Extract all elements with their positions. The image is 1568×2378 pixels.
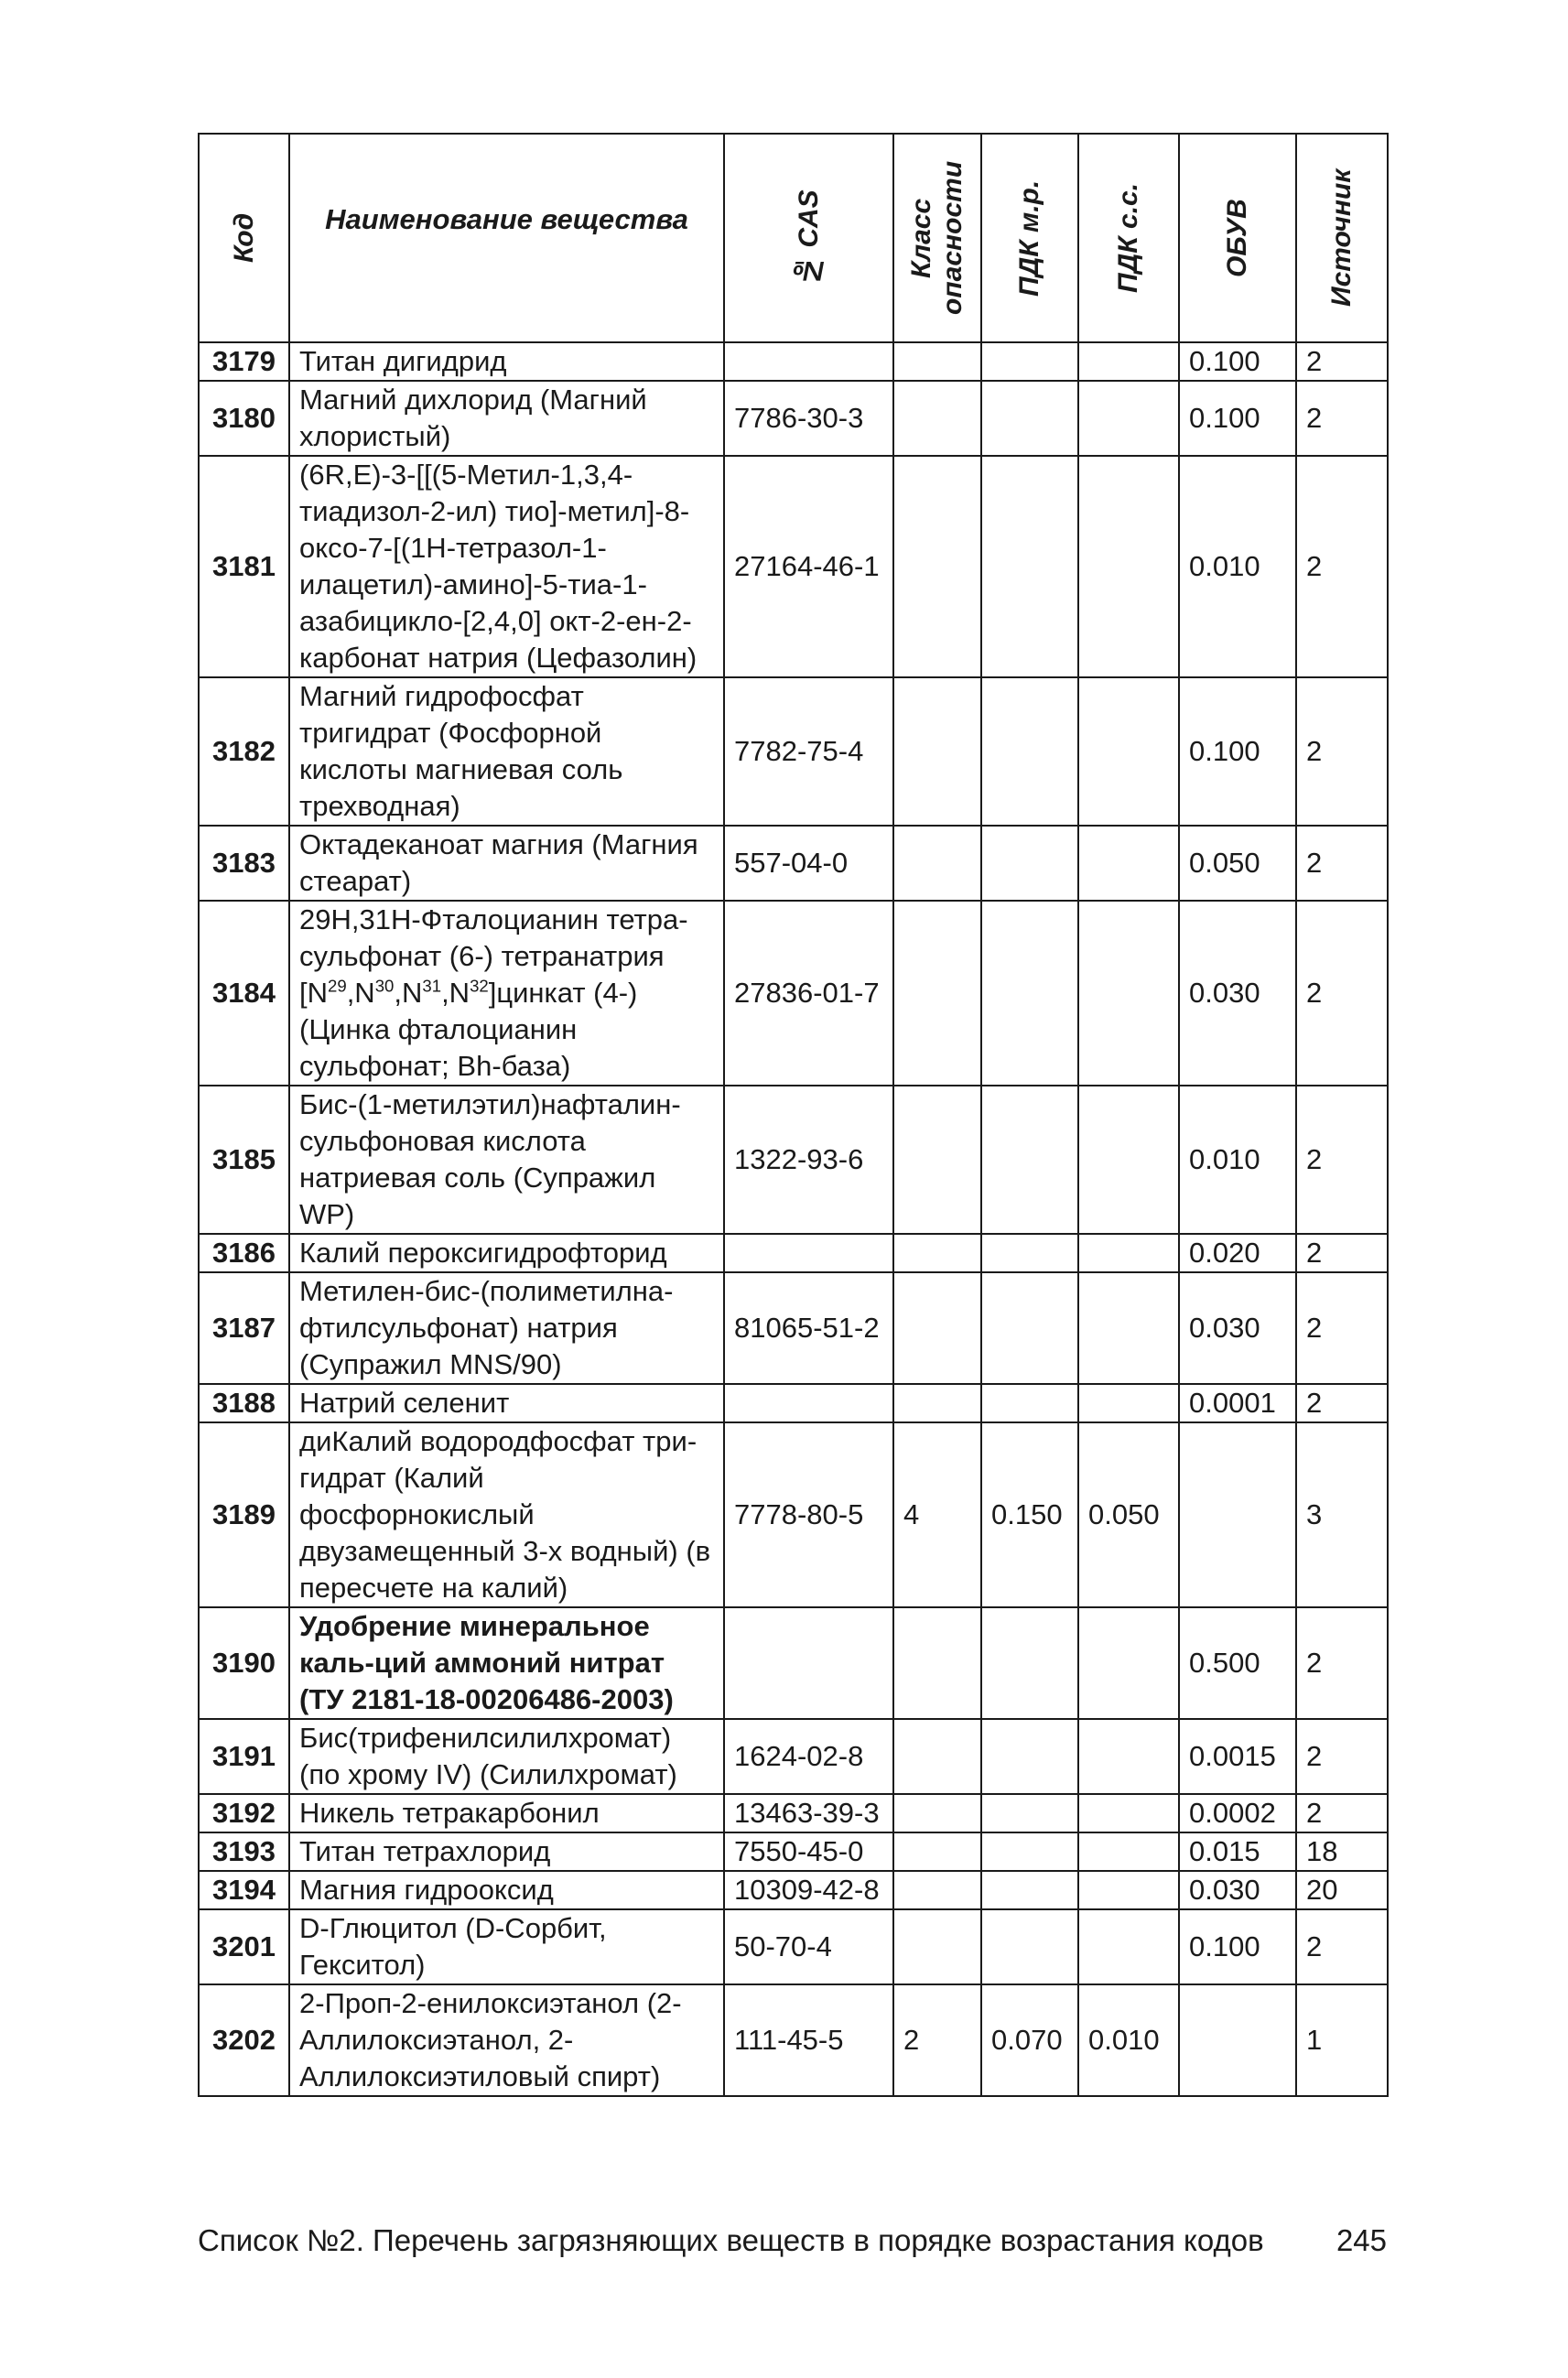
substances-table: [198, 133, 1389, 2097]
cell-obuv: 0.0002: [1179, 1794, 1296, 1832]
cell-obuv: 0.0015: [1179, 1719, 1296, 1794]
cell-name: Октадеканоат магния (Магния стеарат): [289, 826, 724, 901]
header-source: Источник: [1296, 134, 1388, 342]
cell-source: 2: [1296, 901, 1388, 1086]
cell-hazard-class: [893, 342, 981, 381]
cell-cas: 111-45-5: [724, 1984, 893, 2096]
cell-code: 3201: [199, 1909, 289, 1984]
cell-source: 2: [1296, 1719, 1388, 1794]
cell-pdk-mr: [981, 1607, 1078, 1719]
cell-cas: 10309-42-8: [724, 1871, 893, 1909]
name-text: ,N: [346, 977, 375, 1009]
cell-pdk-mr: [981, 456, 1078, 677]
table-row: [199, 826, 1388, 901]
cell-cas: [724, 1384, 893, 1422]
cell-source: 2: [1296, 456, 1388, 677]
table-row: [199, 1086, 1388, 1234]
cell-code: 3185: [199, 1086, 289, 1234]
name-text: ]цинкат (4-) (Цинка фталоцианин сульфонат; Bh-база): [299, 977, 638, 1082]
superscript: 30: [374, 976, 395, 996]
cell-name: Титан дигидрид: [289, 342, 724, 381]
cell-code: 3179: [199, 342, 289, 381]
cell-pdk-mr: [981, 677, 1078, 826]
superscript: 29: [328, 976, 347, 996]
cell-code: 3190: [199, 1607, 289, 1719]
table-row: [199, 456, 1388, 677]
cell-cas: 1322-93-6: [724, 1086, 893, 1234]
header-code: Код: [199, 134, 289, 342]
cell-pdk-mr: [981, 1086, 1078, 1234]
cell-cas: [724, 1234, 893, 1272]
cell-source: 2: [1296, 1607, 1388, 1719]
cell-hazard-class: [893, 456, 981, 677]
cell-hazard-class: [893, 826, 981, 901]
cell-pdk-ss: [1078, 1909, 1179, 1984]
cell-pdk-ss: 0.010: [1078, 1984, 1179, 2096]
cell-hazard-class: [893, 1719, 981, 1794]
cell-name: Калий пероксигидрофторид: [289, 1234, 724, 1272]
cell-pdk-mr: [981, 381, 1078, 456]
cell-code: 3187: [199, 1272, 289, 1384]
cell-name: Никель тетракарбонил: [289, 1794, 724, 1832]
cell-obuv: 0.010: [1179, 1086, 1296, 1234]
table-row: [199, 901, 1388, 1086]
cell-pdk-mr: [981, 1832, 1078, 1871]
cell-name: Натрий селенит: [289, 1384, 724, 1422]
cell-obuv: 0.030: [1179, 1871, 1296, 1909]
cell-source: 2: [1296, 1384, 1388, 1422]
cell-hazard-class: [893, 1909, 981, 1984]
cell-hazard-class: [893, 1384, 981, 1422]
cell-name: Метилен-бис-(полиметилна-фтилсульфонат) натрия (Супражил MNS/90): [289, 1272, 724, 1384]
cell-name: 2-Проп-2-енилоксиэтанол (2-Аллилоксиэтанол, 2-Аллилоксиэтиловый спирт): [289, 1984, 724, 2096]
cell-source: 2: [1296, 677, 1388, 826]
cell-hazard-class: [893, 1272, 981, 1384]
cell-pdk-ss: [1078, 677, 1179, 826]
cell-pdk-ss: [1078, 1086, 1179, 1234]
cell-source: 2: [1296, 1909, 1388, 1984]
cell-name: Бис(трифенилсилилхромат) (по хрому IV) (Силилхромат): [289, 1719, 724, 1794]
cell-pdk-mr: [981, 1794, 1078, 1832]
cell-name: Магний гидрофосфат тригидрат (Фосфорной кислоты магниевая соль трехводная): [289, 677, 724, 826]
cell-pdk-mr: [981, 1719, 1078, 1794]
cell-code: 3186: [199, 1234, 289, 1272]
name-text: ,N: [394, 977, 423, 1009]
cell-obuv: 0.015: [1179, 1832, 1296, 1871]
table-row: [199, 1832, 1388, 1871]
table-row: [199, 1871, 1388, 1909]
cell-cas: 81065-51-2: [724, 1272, 893, 1384]
header-pdk-ss: ПДК с.с.: [1078, 134, 1179, 342]
header-name: Наименование вещества: [289, 134, 724, 342]
cell-pdk-ss: [1078, 1719, 1179, 1794]
cell-obuv: 0.030: [1179, 901, 1296, 1086]
superscript: 31: [422, 976, 442, 996]
cell-name: Бис-(1-метилэтил)нафталин-сульфоновая кислота натриевая соль (Супражил WP): [289, 1086, 724, 1234]
header-pdk-mr: ПДК м.р.: [981, 134, 1078, 342]
cell-pdk-ss: 0.050: [1078, 1422, 1179, 1607]
cell-obuv: 0.100: [1179, 342, 1296, 381]
table-row: [199, 1272, 1388, 1384]
header-cas: № CAS: [724, 134, 893, 342]
cell-obuv: 0.500: [1179, 1607, 1296, 1719]
cell-cas: 1624-02-8: [724, 1719, 893, 1794]
cell-pdk-mr: [981, 826, 1078, 901]
cell-cas: 50-70-4: [724, 1909, 893, 1984]
table-row: [199, 381, 1388, 456]
cell-pdk-mr: [981, 342, 1078, 381]
table-row: [199, 1422, 1388, 1607]
cell-obuv: [1179, 1422, 1296, 1607]
cell-name: Удобрение минеральное каль-ций аммоний нитрат (ТУ 2181-18-00206486-2003): [289, 1607, 724, 1719]
cell-cas: 7786-30-3: [724, 381, 893, 456]
cell-code: 3194: [199, 1871, 289, 1909]
cell-code: 3188: [199, 1384, 289, 1422]
cell-source: 2: [1296, 1086, 1388, 1234]
table-row: [199, 1607, 1388, 1719]
cell-pdk-mr: [981, 1272, 1078, 1384]
cell-name: Магния гидрооксид: [289, 1871, 724, 1909]
cell-name: (6R,E)-3-[[(5-Метил-1,3,4-тиадизол-2-ил) тио]-метил]-8-оксо-7-[(1H-тетразол-1-илацетил)-амино]-5-тиа-1-азабицикло-[2,4,0] окт-2-ен-2-карбонат натрия (Цефазолин): [289, 456, 724, 677]
cell-pdk-mr: [981, 901, 1078, 1086]
cell-pdk-ss: [1078, 1272, 1179, 1384]
cell-pdk-ss: [1078, 342, 1179, 381]
cell-cas: [724, 342, 893, 381]
cell-cas: 13463-39-3: [724, 1794, 893, 1832]
cell-cas: 7550-45-0: [724, 1832, 893, 1871]
cell-hazard-class: [893, 1607, 981, 1719]
cell-pdk-ss: [1078, 1384, 1179, 1422]
cell-code: 3202: [199, 1984, 289, 2096]
cell-hazard-class: [893, 1832, 981, 1871]
superscript: 32: [470, 976, 489, 996]
cell-source: 18: [1296, 1832, 1388, 1871]
cell-pdk-mr: 0.150: [981, 1422, 1078, 1607]
cell-source: 3: [1296, 1422, 1388, 1607]
cell-pdk-ss: [1078, 826, 1179, 901]
cell-pdk-mr: [981, 1234, 1078, 1272]
cell-pdk-mr: 0.070: [981, 1984, 1078, 2096]
table-row: [199, 1719, 1388, 1794]
cell-code: 3189: [199, 1422, 289, 1607]
cell-obuv: [1179, 1984, 1296, 2096]
cell-code: 3191: [199, 1719, 289, 1794]
cell-name: Магний дихлорид (Магний хлористый): [289, 381, 724, 456]
cell-code: 3183: [199, 826, 289, 901]
cell-source: 2: [1296, 1272, 1388, 1384]
cell-source: 2: [1296, 1794, 1388, 1832]
cell-name: диКалий водородфосфат три-гидрат (Калий фосфорнокислый двузамещенный 3-х водный) (в пересчете на калий): [289, 1422, 724, 1607]
cell-code: 3180: [199, 381, 289, 456]
cell-hazard-class: [893, 1086, 981, 1234]
page-number: 245: [1336, 2223, 1387, 2257]
cell-cas: 7782-75-4: [724, 677, 893, 826]
cell-pdk-ss: [1078, 1871, 1179, 1909]
cell-source: 20: [1296, 1871, 1388, 1909]
table-row: [199, 1234, 1388, 1272]
cell-source: 2: [1296, 826, 1388, 901]
cell-pdk-ss: [1078, 456, 1179, 677]
cell-pdk-mr: [981, 1384, 1078, 1422]
cell-source: 2: [1296, 342, 1388, 381]
cell-hazard-class: [893, 677, 981, 826]
table-row: [199, 1909, 1388, 1984]
cell-hazard-class: [893, 381, 981, 456]
cell-obuv: 0.0001: [1179, 1384, 1296, 1422]
cell-pdk-ss: [1078, 381, 1179, 456]
table-row: [199, 1984, 1388, 2096]
name-text: 29H,31H-Фталоцианин тетра-сульфонат (6-) тетранатрия [N: [299, 903, 688, 1009]
footer-caption: Список №2. Перечень загрязняющих веществ в порядке возрастания кодов: [198, 2223, 1264, 2257]
cell-name: Титан тетрахлорид: [289, 1832, 724, 1871]
cell-obuv: 0.020: [1179, 1234, 1296, 1272]
cell-source: 1: [1296, 1984, 1388, 2096]
cell-hazard-class: [893, 901, 981, 1086]
cell-obuv: 0.050: [1179, 826, 1296, 901]
cell-name: D-Глюцитол (D-Сорбит, Гекситол): [289, 1909, 724, 1984]
table-row: [199, 342, 1388, 381]
cell-obuv: 0.010: [1179, 456, 1296, 677]
cell-cas: 557-04-0: [724, 826, 893, 901]
table-row: [199, 677, 1388, 826]
cell-code: 3182: [199, 677, 289, 826]
cell-pdk-ss: [1078, 1234, 1179, 1272]
cell-pdk-ss: [1078, 1607, 1179, 1719]
name-text: ,N: [441, 977, 470, 1009]
cell-hazard-class: 2: [893, 1984, 981, 2096]
cell-pdk-ss: [1078, 1832, 1179, 1871]
cell-obuv: 0.100: [1179, 677, 1296, 826]
cell-obuv: 0.100: [1179, 1909, 1296, 1984]
cell-cas: 27164-46-1: [724, 456, 893, 677]
cell-pdk-mr: [981, 1871, 1078, 1909]
cell-hazard-class: [893, 1871, 981, 1909]
cell-source: 2: [1296, 381, 1388, 456]
table-row: [199, 1384, 1388, 1422]
cell-cas: 27836-01-7: [724, 901, 893, 1086]
cell-pdk-mr: [981, 1909, 1078, 1984]
header-hazard-class: Класс опасности: [893, 134, 981, 342]
cell-obuv: 0.100: [1179, 381, 1296, 456]
cell-code: 3184: [199, 901, 289, 1086]
cell-code: 3181: [199, 456, 289, 677]
cell-hazard-class: [893, 1794, 981, 1832]
cell-code: 3193: [199, 1832, 289, 1871]
cell-hazard-class: [893, 1234, 981, 1272]
header-obuv: ОБУВ: [1179, 134, 1296, 342]
cell-source: 2: [1296, 1234, 1388, 1272]
cell-pdk-ss: [1078, 1794, 1179, 1832]
table-row: [199, 1794, 1388, 1832]
cell-name: [289, 901, 724, 1086]
table-header-row: [199, 134, 1388, 342]
cell-hazard-class: 4: [893, 1422, 981, 1607]
cell-cas: 7778-80-5: [724, 1422, 893, 1607]
cell-obuv: 0.030: [1179, 1272, 1296, 1384]
cell-pdk-ss: [1078, 901, 1179, 1086]
cell-code: 3192: [199, 1794, 289, 1832]
cell-cas: [724, 1607, 893, 1719]
